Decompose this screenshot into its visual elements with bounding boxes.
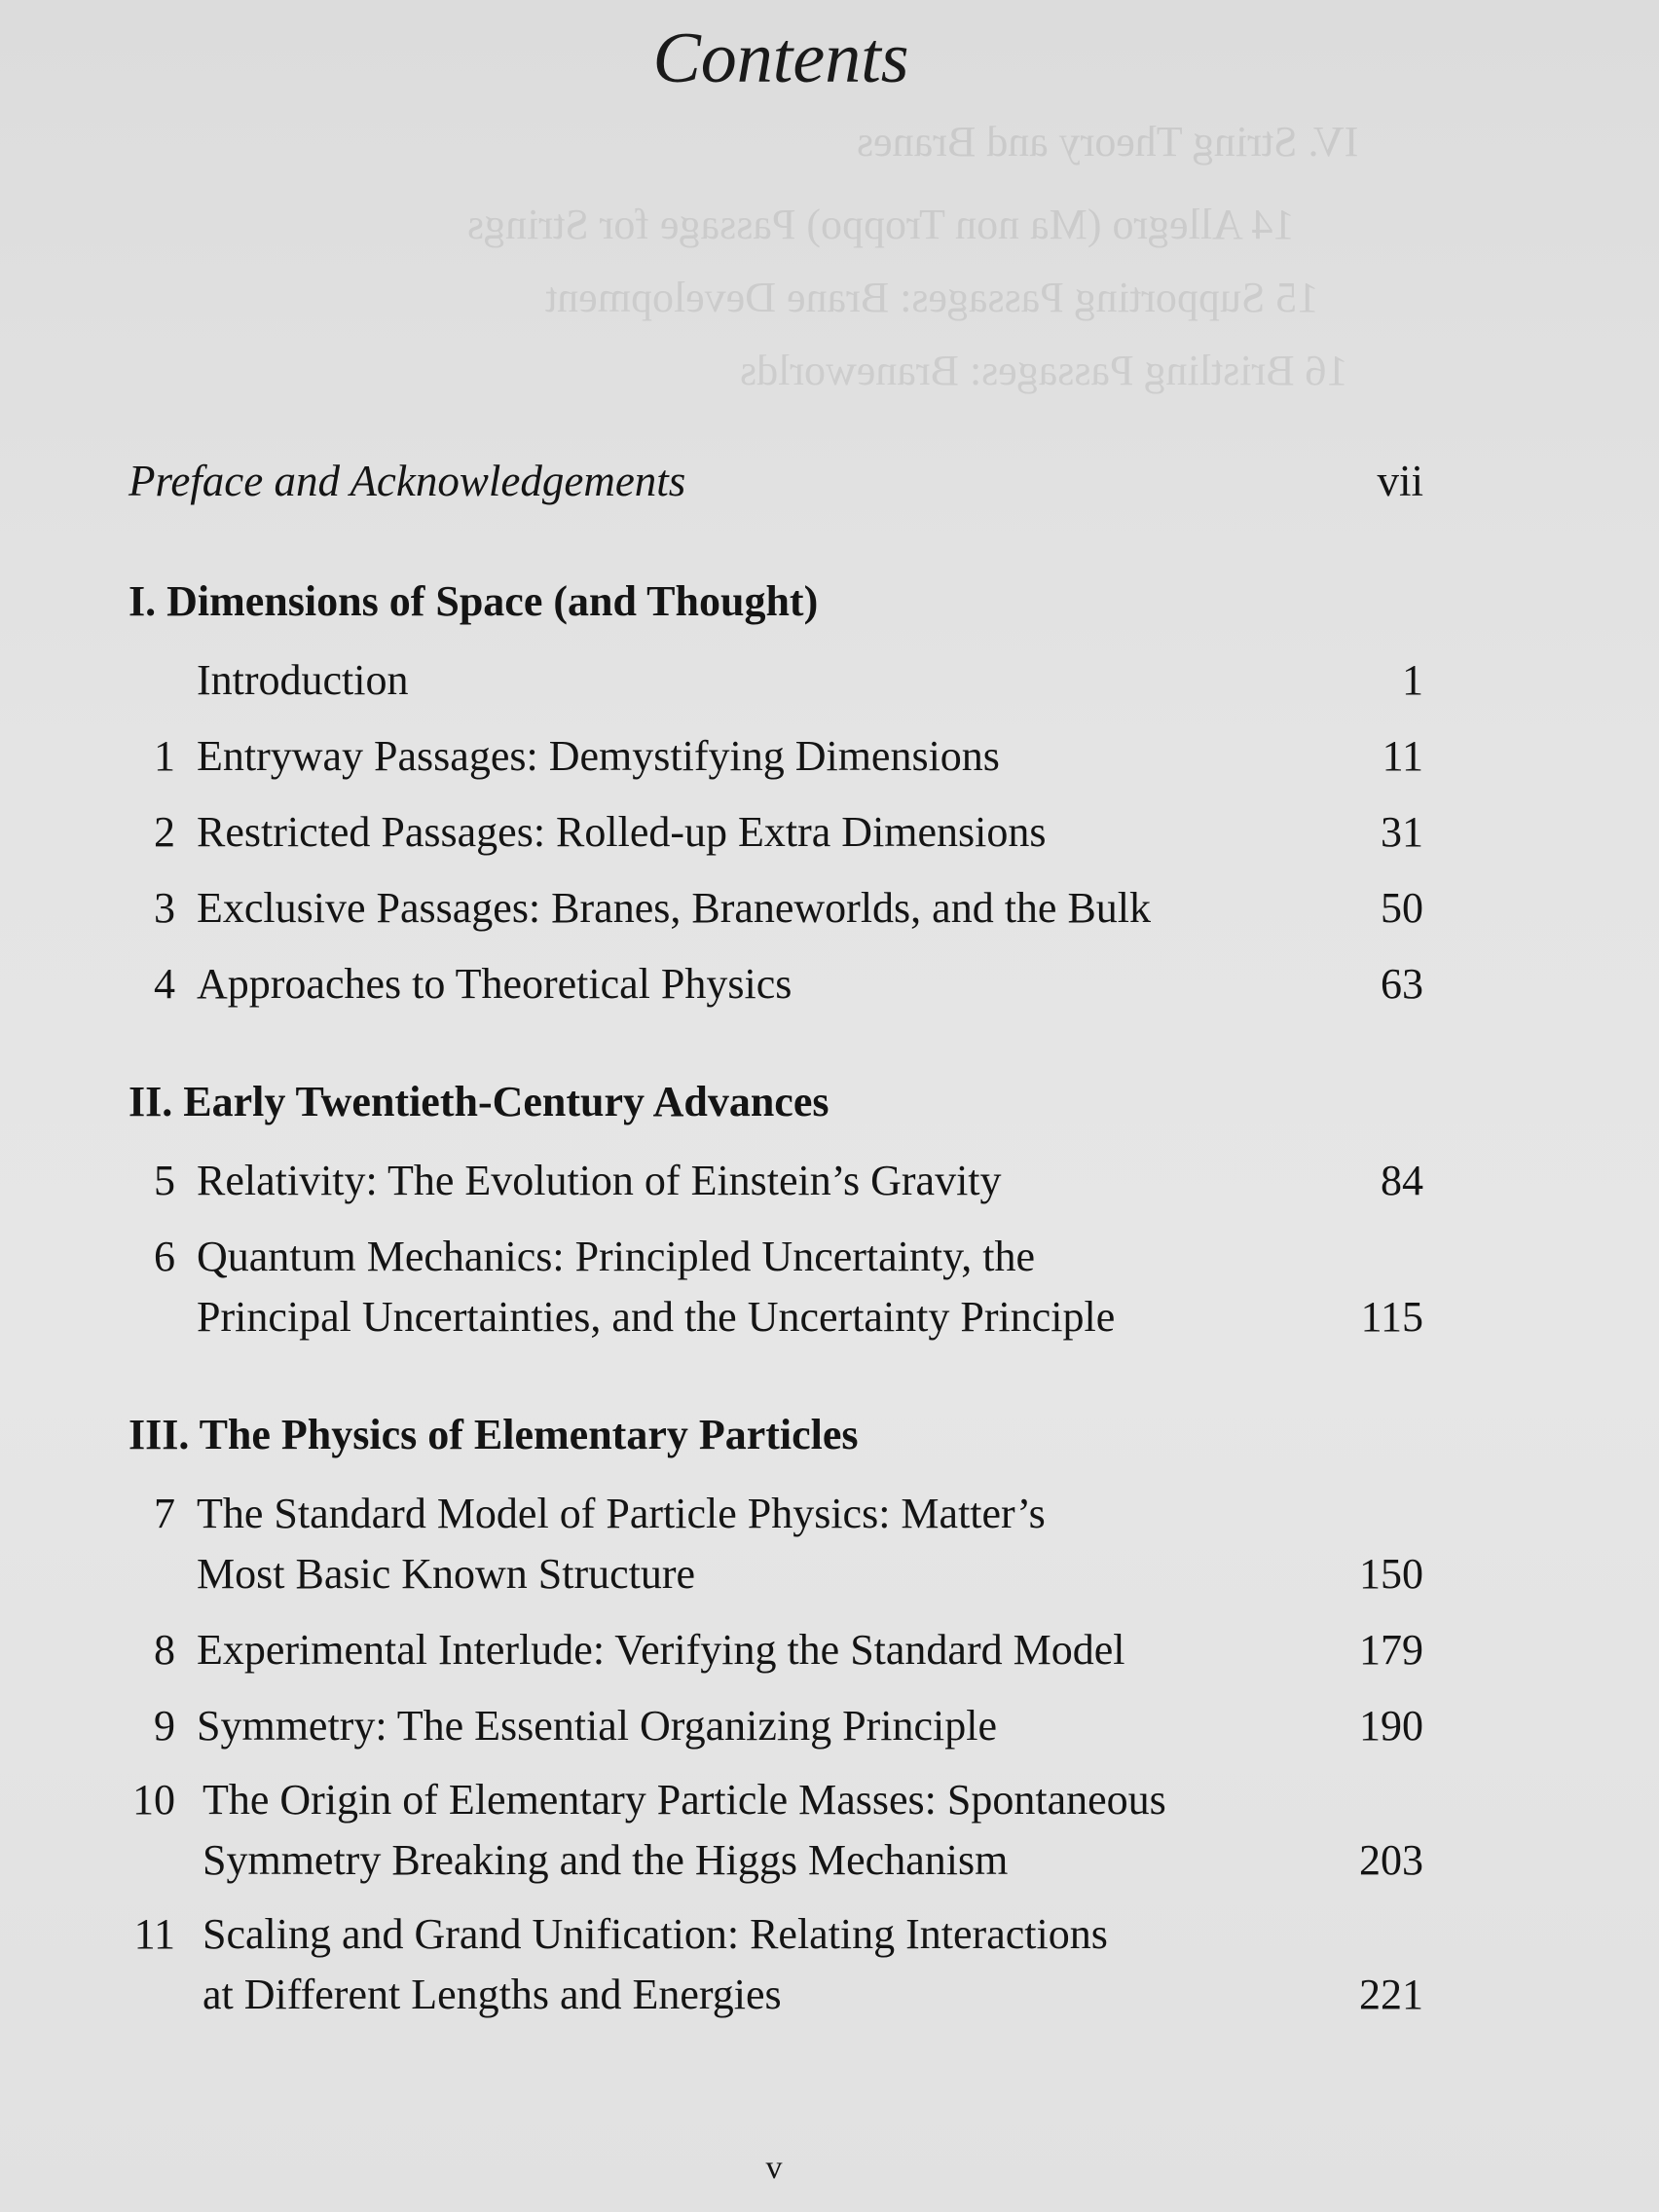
chapter-title-line-2: at Different Lengths and Energies: [203, 1971, 782, 2018]
preface-page: vii: [1377, 457, 1423, 505]
chapter-number: 7: [154, 1490, 175, 1537]
chapter-number: 6: [154, 1233, 175, 1280]
chapter-title: Exclusive Passages: Branes, Braneworlds, and the Bulk: [197, 884, 1152, 932]
preface-title: Preface and Acknowledgements: [129, 457, 686, 505]
chapter-page: 63: [1381, 960, 1423, 1008]
toc-entry: [129, 1227, 1423, 1347]
chapter-title-line-1: The Origin of Elementary Particle Masses: Spontaneous: [203, 1776, 1166, 1824]
chapter-number: 9: [154, 1702, 175, 1750]
show-through-decoration: 15 Supporting Passages: Brane Development: [545, 274, 1319, 321]
chapter-title: Restricted Passages: Rolled-up Extra Dimensions: [197, 808, 1047, 856]
chapter-number: 4: [154, 960, 175, 1008]
part-heading: II. Early Twentieth-Century Advances: [129, 1078, 830, 1125]
chapter-number: 8: [154, 1626, 175, 1674]
page-folio: v: [765, 2150, 783, 2186]
chapter-number: 2: [154, 808, 175, 856]
chapter-title-line-1: The Standard Model of Particle Physics: Matter’s: [197, 1490, 1046, 1537]
chapter-title: Symmetry: The Essential Organizing Principle: [197, 1702, 998, 1750]
toc-entry: [129, 954, 1423, 1014]
chapter-title: Introduction: [197, 656, 409, 704]
toc-entry: [129, 1484, 1423, 1604]
chapter-page: 11: [1382, 732, 1423, 780]
toc-entry: [129, 1151, 1423, 1211]
chapter-number: 3: [154, 884, 175, 932]
toc-entry: [129, 1620, 1423, 1680]
chapter-number: 1: [154, 732, 175, 780]
chapter-page: 1: [1402, 656, 1423, 704]
toc-entry: [129, 802, 1423, 863]
chapter-number: 10: [132, 1776, 175, 1824]
chapter-page: 115: [1360, 1293, 1423, 1341]
toc-entry: [129, 726, 1423, 787]
part-heading: I. Dimensions of Space (and Thought): [129, 577, 819, 625]
chapter-title: Approaches to Theoretical Physics: [197, 960, 793, 1008]
toc-entry: [129, 1770, 1423, 1891]
chapter-page: 179: [1359, 1626, 1423, 1674]
chapter-title-line-1: Quantum Mechanics: Principled Uncertainty, the: [197, 1233, 1036, 1280]
chapter-page: 203: [1359, 1836, 1423, 1884]
chapter-number: 11: [133, 1910, 175, 1958]
chapter-number: 5: [154, 1157, 175, 1204]
show-through-decoration: 16 Bristling Passages: Braneworlds: [740, 347, 1348, 394]
toc-entry: [129, 1904, 1423, 2025]
chapter-title-line-2: Most Basic Known Structure: [197, 1550, 696, 1598]
chapter-page: 31: [1381, 808, 1423, 856]
toc-entry: [129, 878, 1423, 939]
chapter-page: 84: [1381, 1157, 1423, 1204]
chapter-title: Entryway Passages: Demystifying Dimensions: [197, 732, 1000, 780]
chapter-title: Relativity: The Evolution of Einstein’s Gravity: [197, 1157, 1002, 1204]
chapter-title-line-2: Symmetry Breaking and the Higgs Mechanism: [203, 1836, 1009, 1884]
show-through-decoration: 14 Allegro (Ma non Troppo) Passage for Strings: [467, 201, 1295, 248]
toc-entry: [129, 1696, 1423, 1756]
page-title: Contents: [652, 18, 909, 98]
chapter-page: 190: [1359, 1702, 1423, 1750]
chapter-page: 221: [1359, 1971, 1423, 2018]
chapter-title: Experimental Interlude: Verifying the Standard Model: [197, 1626, 1125, 1674]
chapter-page: 50: [1381, 884, 1423, 932]
chapter-title-line-2: Principal Uncertainties, and the Uncertainty Principle: [197, 1293, 1116, 1341]
part-heading: III. The Physics of Elementary Particles: [129, 1411, 859, 1458]
preface-entry: [129, 456, 1423, 514]
toc-entry: [129, 650, 1423, 711]
chapter-page: 150: [1359, 1550, 1423, 1598]
chapter-title-line-1: Scaling and Grand Unification: Relating Interactions: [203, 1910, 1108, 1958]
show-through-decoration: IV. String Theory and Branes: [857, 118, 1359, 166]
